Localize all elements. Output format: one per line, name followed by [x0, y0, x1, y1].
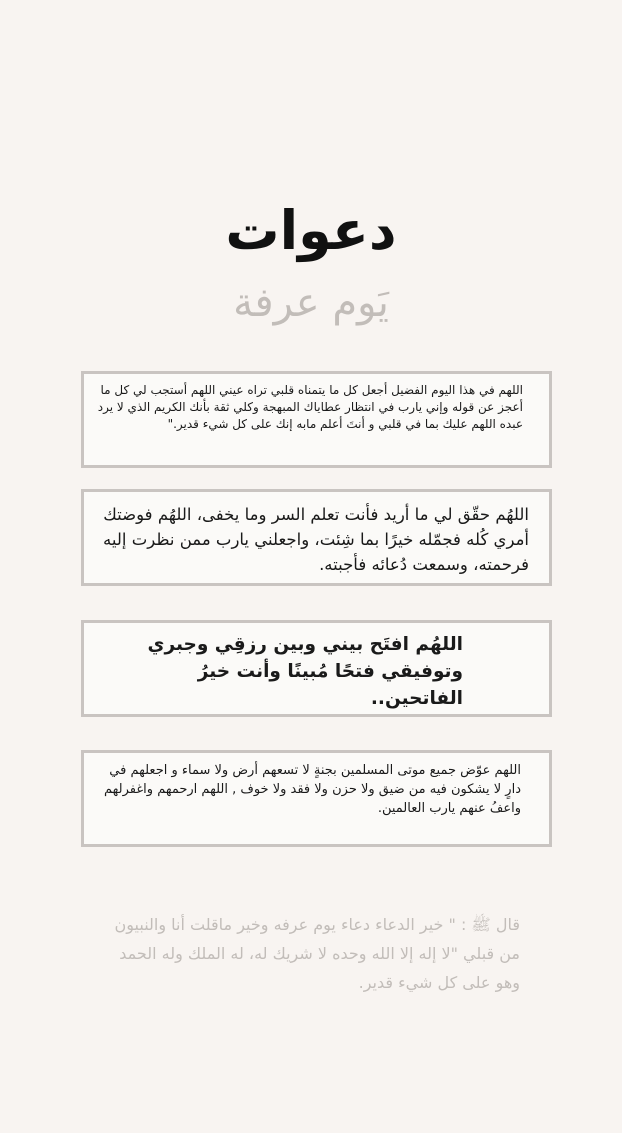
- hadith-quote: قال ﷺ : " خير الدعاء دعاء يوم عرفه وخير ماقلت أنا والنبيون من قبلي "لا إله إلا الله وحده لا شريك له، له الملك وله الحمد وهو على كل شيء قدير.: [114, 915, 520, 992]
- dua-card-2: [81, 489, 552, 586]
- dua-text: اللهم عوّض جميع موتى المسلمين بجنةٍ لا تسعهم أرض ولا سماء و اجعلهم في دارٍ لا يشكون فيه من ضيق ولا حزن ولا فقد ولا خوف , اللهم ارحمهم واغفرلهم واعفُ عنهم يارب العالمين.: [104, 763, 521, 816]
- dua-text: اللهُم افتَح بيني وبين رزقِي وجبري وتوفيقي فتحًا مُبينًا وأنت خيرُ الفاتحين..: [147, 634, 463, 709]
- dua-text: اللهُم حقّق لي ما أريد فأنت تعلم السر وما يخفى، اللهُم فوضتك أمري كُله فجمّله خيرًا بما شِئت، واجعلني يارب ممن نظرت إليه فرحمته، وسمعت دُعائه فأجبته.: [103, 505, 529, 574]
- dua-card-4: [81, 750, 552, 847]
- dua-card-1: [81, 371, 552, 468]
- dua-text: اللهم في هذا اليوم الفضيل أجعل كل ما يتمناه قلبي تراه عيني اللهم أستجب لي كل ما أعجز عن قوله وإني يارب في انتظار عطاياك المبهجة وكلي ثقة بأنك الكريم الذي لا يرد عبده اللهم عليك بما في قلبي و أنتَ أعلم مابه إنك على كل شيء قدير.": [97, 383, 523, 431]
- dua-card-3: [81, 620, 552, 717]
- page-subtitle: يَوم عرفة: [233, 280, 389, 326]
- page-title: دعوات: [225, 199, 397, 262]
